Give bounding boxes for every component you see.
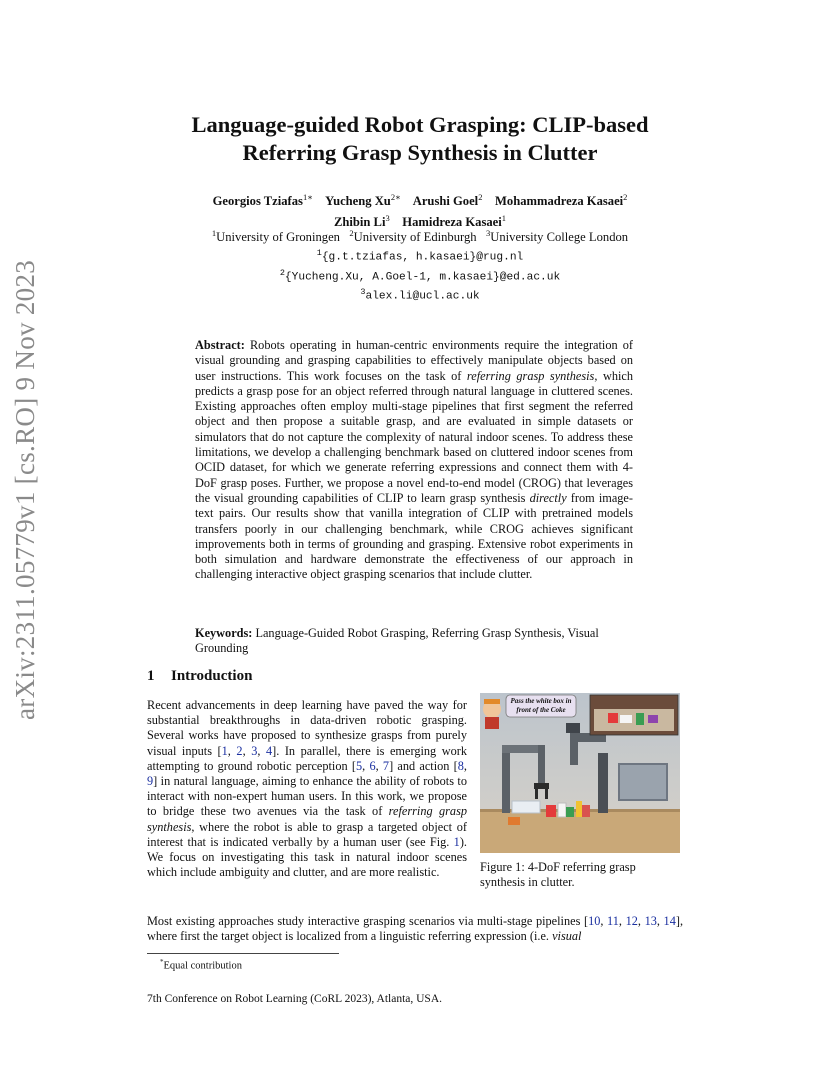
robot-grasp-scene <box>480 693 680 853</box>
body-text: ]. In parallel, there is emerging work attempting to ground robotic perception [ <box>147 743 467 773</box>
citation-link[interactable]: 2 <box>236 743 243 758</box>
affil-mark: 2 <box>279 267 285 278</box>
citation-link[interactable]: 11 <box>607 914 619 928</box>
abstract-emphasis: referring grasp synthesis <box>466 368 595 383</box>
bubble-line: front of the Coke <box>516 705 566 714</box>
affil-mark: 2 <box>349 228 354 238</box>
title-line-2: Referring Grasp Synthesis in Clutter <box>242 140 598 165</box>
title-line-1: Language-guided Robot Grasping: CLIP-based <box>191 112 649 137</box>
author-name: Yucheng Xu <box>325 194 391 209</box>
speech-bubble-text <box>507 697 575 714</box>
abstract-text: , which predicts a grasp pose for an object referred through natural language in cluttered scenes. Existing approaches often employ multi-stage pipelines that first segment the referred object and then propose a suitable grasp, and are evaluated in simple datasets or simulators that do not capture the complexity of natural indoor scenes. To address these limitations, we develop a challenging benchmark based on cluttered indoor scenes from OCID dataset, for which we generate referring expressions and connect them with 4-DoF grasp poses. Further, we propose a novel end-to-end model (CROG) that leverages the visual grounding capabilities of CLIP to learn grasp synthesis <box>195 368 634 505</box>
email-address: {g.t.tziafas, h.kasaei}@rug.nl <box>321 251 524 264</box>
abstract-label: Abstract: <box>195 338 245 352</box>
affil-mark: 2 <box>623 192 628 202</box>
citation-link[interactable]: 6 <box>369 758 376 773</box>
affil-mark: 1∗ <box>302 192 313 202</box>
citation-link[interactable]: 5 <box>355 758 363 773</box>
body-text: ] in natural language, aiming to enhance the ability of robots to interact with non-expert human users. In this work, we propose to bridge these two avenues via the task of <box>147 774 467 819</box>
author-name: Arushi Goel <box>412 194 479 209</box>
footnote-rule <box>147 953 339 954</box>
body-text: Most existing approaches study interactive grasping scenarios via multi-stage pipelines [ <box>147 914 589 928</box>
section-title: Introduction <box>171 668 253 684</box>
body-text: ). We focus on investigating this task in natural indoor scenes which include ambiguity and clutter, and are more realistic. <box>147 834 467 880</box>
citation-link[interactable]: 13 <box>644 914 657 928</box>
paper-title <box>120 111 720 167</box>
citation-link[interactable]: 14 <box>663 914 676 928</box>
citation-link[interactable]: 7 <box>382 758 390 773</box>
footnote-text: Equal contribution <box>163 960 242 972</box>
author-name: Zhibin Li <box>333 215 386 230</box>
body-emphasis: referring grasp synthesis <box>147 804 467 834</box>
author-name: Hamidreza Kasaei <box>402 215 502 230</box>
author-name: Georgios Tziafas <box>212 194 303 209</box>
citation-link[interactable]: 8 <box>457 758 464 773</box>
email-address: alex.li@ucl.ac.uk <box>365 291 480 304</box>
affiliation: University of Edinburgh <box>353 230 477 245</box>
email-address: {Yucheng.Xu, A.Goel-1, m.kasaei}@ed.ac.uk <box>284 271 561 284</box>
body-emphasis: visual <box>552 929 582 944</box>
intro-paragraph: Recent advancements in deep learning have paved the way for substantial breakthroughs in data-driven robotic grasping. Several works have proposed to synthesize grasps from purely visual inputs [1, 2, 3, 4]. In parallel, there is emerging work attempting to ground robotic perception [5, 6, 7] and action [8, 9] in natural language, aiming to enhance the ability of robots to interact with non-expert human users. In this work, we propose to bridge these two avenues via the task of referring grasp synthesis, where the robot is able to grasp a targeted object of interest that is indicated verbally by a human user (see Fig. 1). We focus on investigating this task in natural indoor scenes which include ambiguity and clutter, and are more realistic. <box>147 698 467 880</box>
footnote-mark: * <box>160 958 164 966</box>
citation-link[interactable]: 10 <box>588 914 601 928</box>
abstract-emphasis: directly <box>529 490 567 505</box>
abstract <box>195 338 633 583</box>
body-text: , where the robot is able to grasp a targeted object of interest that is indicated verbally by a human user (see Fig. <box>147 819 467 849</box>
keywords-label: Keywords: <box>195 626 253 640</box>
affil-mark: 1 <box>211 228 217 238</box>
emails <box>120 246 720 305</box>
affil-mark: 3 <box>486 228 491 238</box>
arxiv-stamp: arXiv:2311.05779v1 [cs.RO] 9 Nov 2023 <box>10 259 40 720</box>
affiliation: University College London <box>490 230 629 245</box>
footnote <box>160 958 242 972</box>
citation-link[interactable]: 12 <box>625 914 638 928</box>
affiliation: University of Groningen <box>216 230 340 245</box>
keywords-text: Language-Guided Robot Grasping, Referring Grasp Synthesis, Visual Grounding <box>195 626 599 656</box>
bubble-line: Pass the white box in <box>510 697 572 705</box>
figure-link[interactable]: 1 <box>453 834 460 849</box>
conference-note: 7th Conference on Robot Learning (CoRL 2023), Atlanta, USA. <box>147 993 443 1005</box>
body-paragraph: Most existing approaches study interactive grasping scenarios via multi-stage pipelines [10, 11, 12, 13, 14], where first the target object is localized from a linguistic referring expression (i.e. visual <box>147 914 684 944</box>
affil-mark: 3 <box>385 213 390 224</box>
keywords <box>195 626 633 657</box>
body-text: ] and action [ <box>389 758 458 773</box>
affiliations <box>120 225 720 246</box>
citation-link[interactable]: 9 <box>147 774 154 789</box>
citation-link[interactable]: 4 <box>265 743 273 758</box>
author-name: Mohammadreza Kasaei <box>495 194 624 209</box>
affil-mark: 3 <box>360 287 366 298</box>
body-text: Recent advancements in deep learning have paved the way for substantial breakthroughs in data-driven robotic grasping. Several works have proposed to synthesize grasps from purely visual inputs [ <box>147 698 467 758</box>
abstract-text: from image-text pairs. Our results show that vanilla integration of CLIP with pretrained models transfers poorly in our challenging benchmark, while CROG achieves significant improvements both in terms of grounding and grasping. Extensive robot experiments in both simulation and hardware demonstrate the effectiveness of our approach in challenging interactive object grasping scenarios that include clutter. <box>195 490 633 582</box>
section-number: 1 <box>147 668 155 684</box>
citation-link[interactable]: 1 <box>221 743 228 758</box>
affil-mark: 2∗ <box>390 192 401 202</box>
citation-link[interactable]: 3 <box>251 743 258 758</box>
figure-1-image <box>480 693 680 853</box>
section-heading <box>147 668 252 685</box>
affil-mark: 2 <box>478 192 483 202</box>
affil-mark: 1 <box>316 248 322 258</box>
figure-caption: Figure 1: 4-DoF referring grasp synthesis in clutter. <box>480 860 636 890</box>
body-text: ], where first the target object is localized from a linguistic referring expression (i.e. <box>147 914 684 944</box>
abstract-text: Robots operating in human-centric environments require the integration of visual grounding and grasping capabilities to effectively manipulate objects based on user instructions. This work focuses on the task of <box>195 338 633 383</box>
affil-mark: 1 <box>501 213 506 224</box>
